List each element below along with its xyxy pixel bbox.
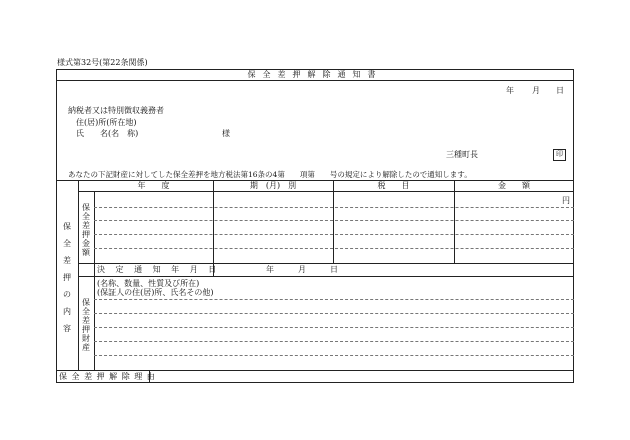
col-divider-2 (333, 180, 334, 263)
amount-row-line (94, 234, 574, 235)
side-label: 保全差押の内容 (63, 222, 71, 333)
notice-text: あなたの下記財産に対してした保全差押を地方税法第16条の4第 項第 号の規定により解除したので通知します。 (68, 170, 472, 179)
recipient-name-label: 氏 名(名 称) (76, 129, 139, 138)
header-tax-item: 税 目 (377, 181, 410, 190)
col-divider-3 (454, 180, 455, 263)
title-divider (56, 80, 574, 81)
issuer-name: 三種町長 (446, 150, 478, 159)
side-col-divider (78, 180, 79, 370)
property-row-line (94, 327, 574, 328)
recipient-type: 納税者又は特別徴収義務者 (68, 106, 164, 115)
property-desc-1: (名称、数量、性質及び所在) (97, 279, 200, 288)
property-row-line (94, 341, 574, 342)
date-day: 日 (556, 86, 564, 95)
date-year: 年 (506, 86, 514, 95)
yen-unit: 円 (562, 196, 570, 205)
col-divider-1 (213, 180, 214, 263)
recipient-honorific: 様 (222, 129, 230, 138)
amount-row-line (94, 207, 574, 208)
header-bottom-line (78, 191, 574, 192)
header-amount: 金 額 (498, 181, 530, 190)
decision-top-line (78, 263, 574, 264)
property-desc-2: (保証人の住(居)所、氏名その他) (97, 288, 214, 297)
recipient-address-label: 住(居)所(所在地) (76, 118, 137, 127)
form-number: 様式第32号(第22条関係) (57, 58, 148, 67)
decision-date: 年 月 日 (266, 265, 338, 274)
amount-row-line (94, 248, 574, 249)
decision-mid-divider (213, 263, 214, 276)
property-row-line (94, 313, 574, 314)
header-period: 期 (月) 別 (249, 181, 297, 190)
amount-label-divider (94, 191, 95, 263)
header-year: 年 度 (137, 181, 170, 190)
property-section-label: 保全差押財産 (82, 298, 90, 352)
property-row-line (94, 299, 574, 300)
amount-section-label: 保全差押金額 (82, 203, 90, 257)
reason-top-line (56, 370, 574, 371)
date-month: 月 (532, 86, 540, 95)
form-frame (56, 69, 574, 383)
form-title: 保全差押解除通知書 (247, 70, 383, 79)
reason-label: 保 全 差 押 解 除 理 由 (59, 372, 156, 381)
decision-label: 決 定 通 知 年 月 日 (97, 265, 221, 274)
property-row-line (94, 355, 574, 356)
seal-mark: 印 (553, 149, 566, 161)
decision-left-divider (94, 263, 95, 276)
amount-row-line (94, 220, 574, 221)
decision-bottom-line (78, 276, 574, 277)
